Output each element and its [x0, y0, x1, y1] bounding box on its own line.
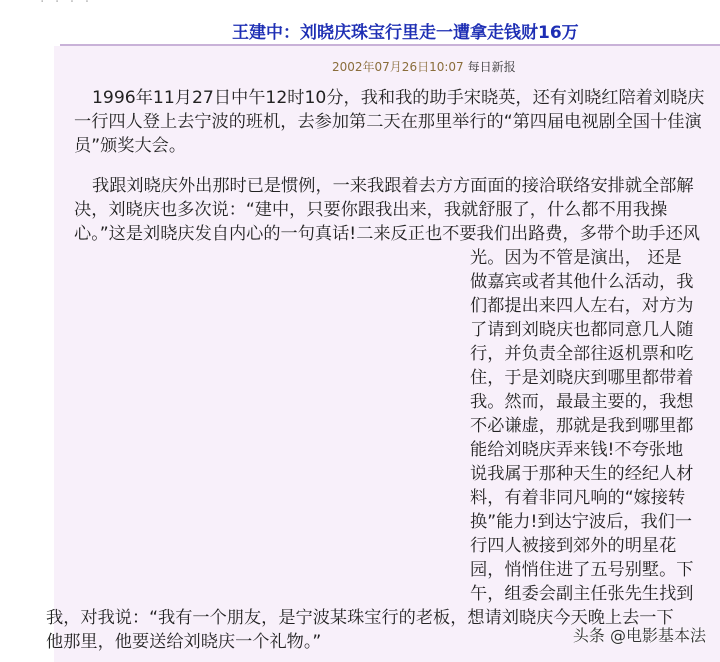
cropped-text-fragment: · · · · — [40, 0, 93, 10]
paragraph-line: 园，悄悄住进了五号别墅。下 — [470, 560, 694, 580]
watermark: 头条 @电影基本法 — [572, 626, 706, 645]
paragraph-line: 午，组委会副主任张先生找到 — [470, 584, 694, 604]
headline-bar — [0, 14, 720, 46]
paragraph-line: 做嘉宾或者其他什么活动，我 — [470, 272, 694, 292]
paragraph-line: 1996年11月27日中午12时10分，我和我的助手宋晓英，还有刘晓红陪着刘晓庆 — [92, 88, 705, 108]
article-date: 2002年07月26日10:07 — [332, 60, 464, 74]
paragraph-line: 决，刘晓庆也多次说：“建中，只要你跟我出来，我就舒服了，什么都不用我操 — [74, 200, 668, 220]
paragraph-line: 说我属于那种天生的经纪人材 — [470, 464, 694, 484]
article-headline: 王建中：刘晓庆珠宝行里走一遭拿走钱财16万 — [232, 23, 579, 43]
paragraph-line: 能给刘晓庆弄来钱!不夸张地 — [470, 440, 684, 460]
paragraph-line: 我跟刘晓庆外出那时已是惯例，一来我跟着去方方面面的接洽联络安排就全部解 — [92, 176, 694, 196]
paragraph-line: 我，对我说：“我有一个朋友，是宁波某珠宝行的老板，想请刘晓庆今天晚上去一下 — [46, 608, 674, 628]
paragraph-line: 料，有着非同凡响的“嫁接转 — [470, 488, 686, 508]
paragraph-line: 心。”这是刘晓庆发自内心的一句真话!二来反正也不要我们出路费，多带个助手还风 — [74, 224, 700, 244]
paragraph-line: 不必谦虚，那就是我到哪里都 — [470, 416, 694, 436]
paragraph-line: 行四人被接到郊外的明星花 — [470, 536, 677, 556]
paragraph-line: 换”能力!到达宁波后，我们一 — [470, 512, 693, 532]
article-meta — [332, 58, 516, 75]
paragraph-line: 光。因为不管是演出， 还是 — [470, 248, 682, 268]
paragraph-line: 行，并负责全部往返机票和吃 — [470, 344, 694, 364]
top-bar — [0, 0, 720, 14]
paragraph-line: 员”颁奖大会。 — [74, 136, 187, 156]
paragraph-line: 我。然而，最最主要的，我想 — [470, 392, 694, 412]
article-body — [46, 46, 720, 662]
paragraph-line: 他那里，他要送给刘晓庆一个礼物。” — [46, 632, 322, 652]
paragraph-line: 住，于是刘晓庆到哪里都带着 — [470, 368, 694, 388]
paragraph-line: 一行四人登上去宁波的班机，去参加第二天在那里举行的“第四届电视剧全国十佳演 — [74, 112, 702, 132]
paragraph-line: 们都提出来四人左右，对方为 — [470, 296, 694, 316]
article-source: 每日新报 — [467, 60, 516, 74]
paragraph-line: 了请到刘晓庆也都同意几人随 — [470, 320, 694, 340]
